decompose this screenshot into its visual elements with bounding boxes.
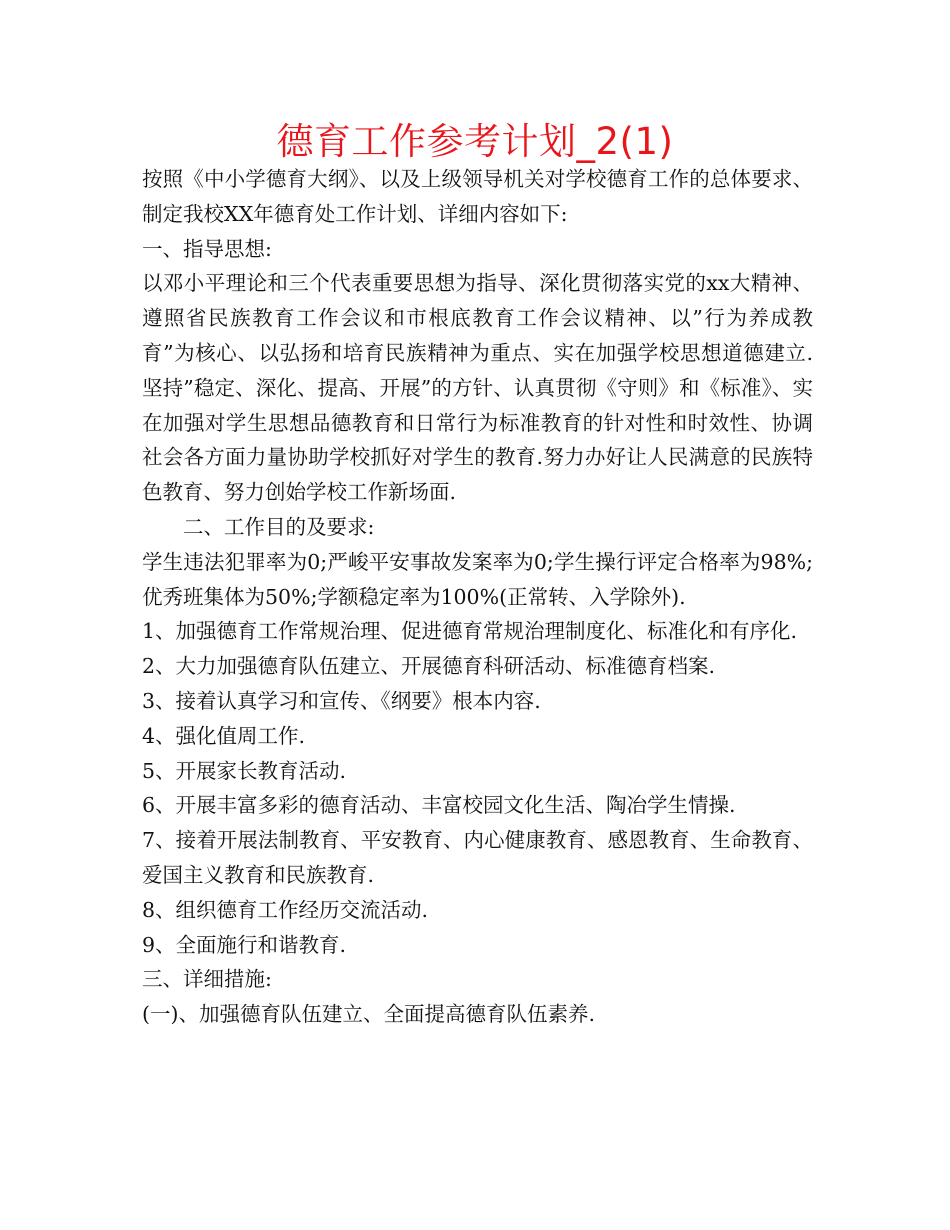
list-item: 2、大力加强德育队伍建立、开展德育科研活动、标准德育档案. [142,654,716,679]
intro-paragraph: 按照《中小学德育大纲》、以及上级领导机关对学校德育工作的总体要求、制定我校XX年德育处工作计划、详细内容如下: [142,167,813,226]
list-item: 8、组织德育工作经历交流活动. [142,897,429,922]
list-item: 6、开展丰富多彩的德育活动、丰富校园文化生活、陶冶学生情操. [142,793,736,818]
list-item: 4、强化值周工作. [142,723,306,748]
section-heading-measures: 三、详细措施: [142,967,272,992]
list-item: 7、接着开展法制教育、平安教育、内心健康教育、感恩教育、生命教育、爱国主义教育和民族教育. [142,828,813,887]
goals-paragraph: 学生违法犯罪率为0;严峻平安事故发案率为0;学生操行评定合格率为98%;优秀班集体为50%;学额稳定率为100%(正常转、入学除外). [142,549,813,609]
list-item: 1、加强德育工作常规治理、促进德育常规治理制度化、标准化和有序化. [142,619,798,644]
document-body [142,162,813,1032]
list-item: 9、全面施行和谐教育. [142,932,347,957]
document-title: 德育工作参考计划_2(1) [276,120,674,163]
measures-subheading: (一)、加强德育队伍建立、全面提高德育队伍素养. [142,1002,596,1027]
section-heading-goals: 二、工作目的及要求: [183,514,375,539]
guiding-ideology-paragraph: 以邓小平理论和三个代表重要思想为指导、深化贯彻落实党的xx大精神、遵照省民族教育工作会议和市根底教育工作会议精神、以”行为养成教育”为核心、以弘扬和培育民族精神为重点、实在加强学校思想道德建立.坚持”稳定、深化、提高、开展”的方针、认真贯彻《守则》和《标准》、实在加强对学生思想品德教育和日常行为标准教育的针对性和时效性、协调社会各方面力量协助学校抓好对学生的教育.努力办好让人民满意的民族特色教育、努力创始学校工作新场面. [142,271,813,505]
list-item: 5、开展家长教育活动. [142,758,347,783]
section-heading-guiding-ideology: 一、指导思想: [142,236,272,261]
list-item: 3、接着认真学习和宣传、《纲要》根本内容. [142,688,541,713]
